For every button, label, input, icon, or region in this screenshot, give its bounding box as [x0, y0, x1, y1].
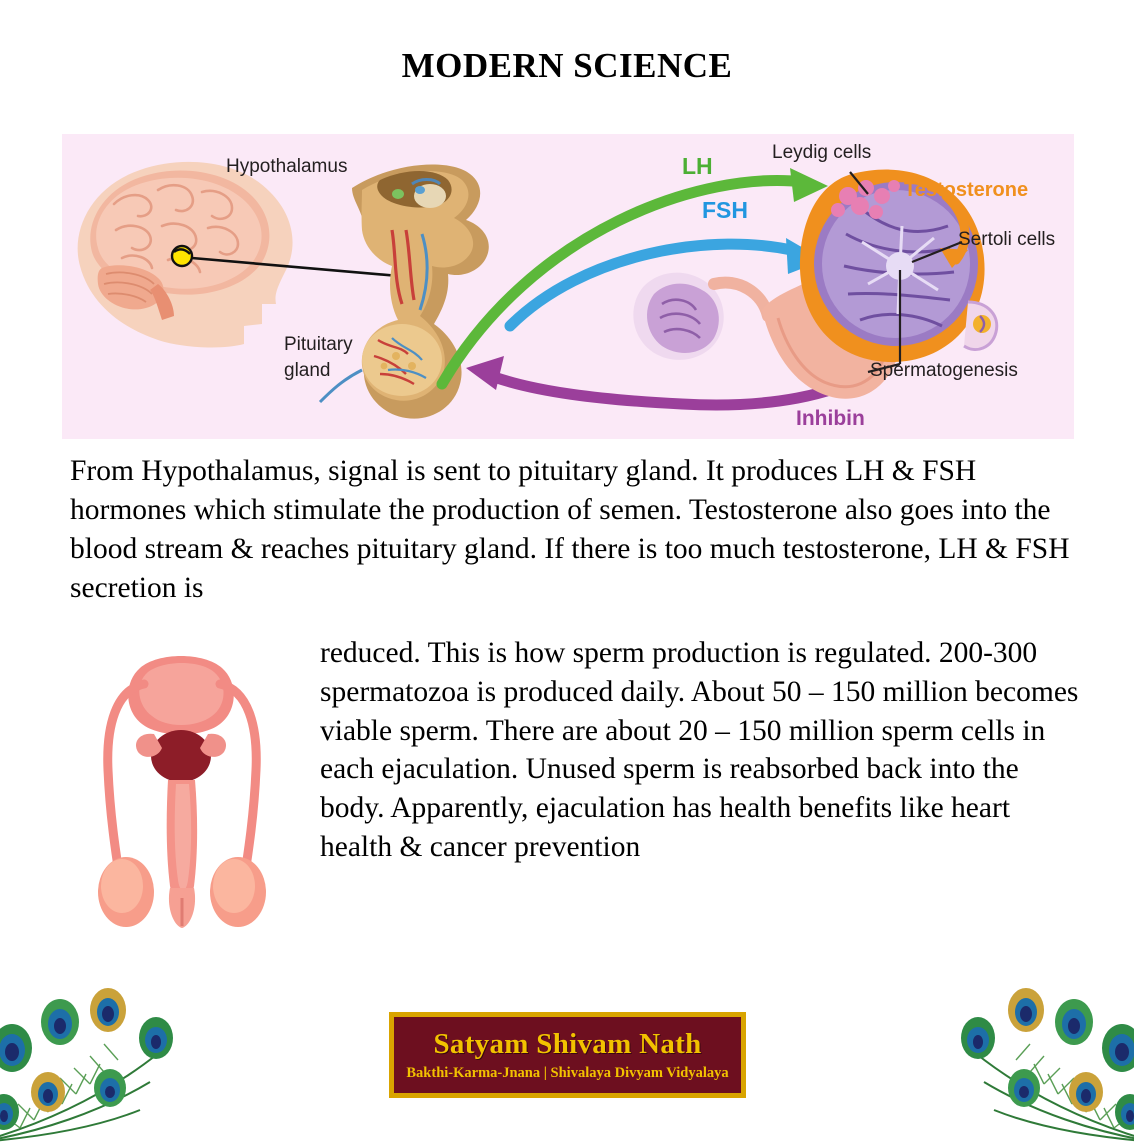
peacock-feather-decoration-right [834, 952, 1134, 1142]
label-testosterone: Testosterone [904, 179, 1029, 201]
male-reproductive-anatomy-illustration [62, 640, 302, 940]
label-sertoli-cells: Sertoli cells [958, 229, 1056, 250]
brand-title: Satyam Shivam Nath [433, 1027, 702, 1060]
label-lh: LH [682, 153, 713, 179]
hormone-regulation-diagram [62, 134, 1074, 439]
brand-subtitle: Bakthi-Karma-Jnana | Shivalaya Divyam Vidyalaya [406, 1064, 729, 1081]
label-inhibin: Inhibin [796, 407, 865, 430]
label-leydig-cells: Leydig cells [772, 142, 872, 163]
label-fsh: FSH [702, 197, 748, 223]
peacock-feather-decoration-left [0, 952, 300, 1142]
brand-logo [389, 1012, 746, 1098]
epididymis-illustration [633, 273, 768, 360]
paragraph-two: reduced. This is how sperm production is regulated. 200-300 spermatozoa is produced daily. About 50 – 150 million becomes viable sperm. There are about 20 – 150 million sperm cells in each ejaculation. Unused sperm is reabsorbed back into the body. Apparently, ejaculation has health benefits like heart health & cancer prevention [320, 637, 1079, 863]
label-spermatogenesis: Spermatogenesis [870, 360, 1018, 381]
page-title: MODERN SCIENCE [401, 46, 733, 85]
label-hypothalamus: Hypothalamus [226, 156, 348, 177]
paragraph-one: From Hypothalamus, signal is sent to pituitary gland. It produces LH & FSH hormones which stimulate the production of semen. Testosterone also goes into the blood stream & reaches pituitary gland. If there is too much testosterone, LH & FSH secretion is [70, 455, 1070, 604]
lh-arrow [442, 168, 828, 384]
label-pituitary-gland: Pituitary gland [284, 334, 353, 381]
